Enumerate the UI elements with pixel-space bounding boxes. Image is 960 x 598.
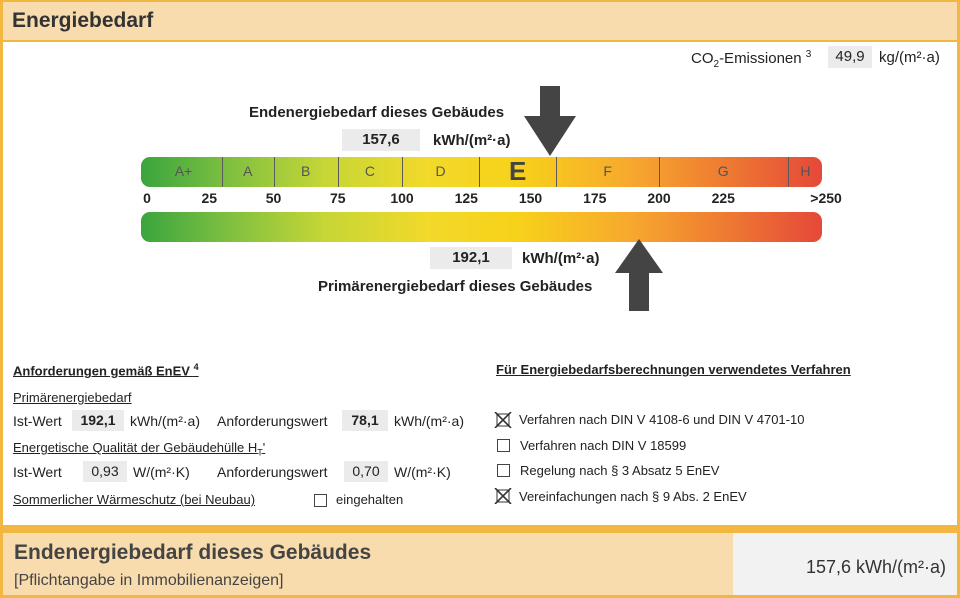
envelope-anforderung-unit: W/(m²·K) — [394, 464, 451, 480]
procedure-option-label: Verfahren nach DIN V 18599 — [520, 437, 687, 453]
end-energy-arrow — [524, 86, 576, 156]
class-divider — [338, 157, 339, 187]
footer-subtitle: [Pflichtangabe in Immobilienanzeigen] — [14, 572, 284, 589]
scale-tick-label: 125 — [454, 190, 478, 206]
primary-anforderung-unit: kWh/(m²·a) — [394, 413, 464, 429]
primary-ist-label: Ist-Wert — [13, 413, 62, 429]
procedure-option[interactable] — [494, 411, 804, 428]
class-divider — [659, 157, 660, 187]
envelope-anforderung-value: 0,70 — [344, 461, 388, 482]
class-divider — [402, 157, 403, 187]
co2-label: $CO_2$-Emissionen $^3$ — [691, 49, 812, 70]
energy-class-scale — [141, 157, 822, 187]
scale-tick-label: 75 — [329, 190, 346, 206]
energy-class-aplus: A+ — [174, 163, 193, 179]
scale-tick-label: 225 — [711, 190, 735, 206]
summer-protection-label: Sommerlicher Wärmeschutz (bei Neubau) — [13, 492, 256, 507]
footer-value: 157,6 kWh/(m²·a) — [806, 557, 947, 577]
envelope-ist-value: 0,93 — [83, 461, 127, 482]
procedure-option-label: Vereinfachungen nach § 9 Abs. 2 EnEV — [519, 488, 747, 504]
unchecked-checkbox[interactable] — [497, 439, 510, 452]
scale-tick-label: 0 — [143, 190, 151, 206]
end-energy-unit: kWh/(m²·a) — [433, 132, 511, 149]
checked-checkbox[interactable] — [494, 412, 512, 428]
energy-class-c: C — [364, 163, 375, 179]
summer-check-label: eingehalten — [336, 492, 404, 507]
procedure-option[interactable] — [494, 488, 747, 505]
primary-demand-heading: Primärenergiebedarf — [13, 390, 132, 405]
scale-tick-label: 25 — [201, 190, 218, 206]
scale-tick-label: 50 — [265, 190, 282, 206]
energy-class-g: G — [717, 163, 729, 179]
scale-tick-label: 200 — [647, 190, 671, 206]
end-energy-value: 157,6 — [342, 129, 420, 151]
summer-checkbox[interactable] — [314, 492, 327, 510]
envelope-quality-heading: Energetische Qualität der Gebäudehülle $H_T'$ — [13, 440, 266, 458]
class-divider — [556, 157, 557, 187]
primary-ist-unit: kWh/(m²·a) — [130, 413, 200, 429]
primary-energy-arrow — [615, 239, 663, 311]
scale-tick-labels — [0, 190, 960, 210]
energy-class-a: A — [243, 163, 253, 179]
co2-unit: kg/(m²·a) — [879, 49, 940, 66]
procedure-option[interactable] — [494, 437, 686, 453]
checked-checkbox[interactable] — [494, 488, 512, 504]
class-divider — [274, 157, 275, 187]
footer-title: Endenergiebedarf dieses Gebäudes — [14, 541, 372, 564]
primary-energy-unit: kWh/(m²·a) — [522, 250, 600, 267]
procedure-option[interactable] — [494, 462, 719, 478]
scale-tick-label: >250 — [810, 190, 842, 206]
primary-ist-value: 192,1 — [72, 410, 124, 431]
procedure-option-label: Regelung nach § 3 Absatz 5 EnEV — [520, 463, 720, 479]
scale-tick-label: 150 — [518, 190, 543, 206]
co2-value: 49,9 — [828, 46, 872, 68]
primary-energy-value: 192,1 — [430, 247, 512, 269]
scale-tick-label: 175 — [583, 190, 607, 206]
unchecked-checkbox[interactable] — [497, 464, 510, 477]
envelope-anforderung-label: Anforderungswert — [217, 464, 328, 480]
energy-class-f: F — [603, 163, 612, 179]
primary-energy-label: Primärenergiebedarf dieses Gebäudes — [318, 278, 593, 295]
energy-class-b: B — [300, 163, 311, 179]
procedure-option-label: Verfahren nach DIN V 4108-6 und DIN V 4701-10 — [519, 412, 805, 428]
requirements-heading: Anforderungen gemäß EnEV $^4$ — [13, 362, 199, 379]
end-energy-label: Endenergiebedarf dieses Gebäudes — [249, 104, 505, 121]
envelope-ist-label: Ist-Wert — [13, 464, 62, 480]
energy-class-h: H — [800, 163, 811, 179]
primary-anforderung-label: Anforderungswert — [217, 413, 328, 429]
energy-class-e: E — [508, 156, 527, 186]
procedure-heading: Für Energiebedarfsberechnungen verwendetes Verfahren — [496, 362, 851, 377]
primary-energy-scale — [141, 212, 822, 242]
scale-tick-label: 100 — [390, 190, 414, 206]
class-divider — [479, 157, 480, 187]
energy-class-d: D — [435, 163, 446, 179]
primary-anforderung-value: 78,1 — [342, 410, 388, 431]
class-divider — [222, 157, 223, 187]
envelope-ist-unit: W/(m²·K) — [133, 464, 190, 480]
page-title: Energiebedarf — [12, 9, 154, 32]
